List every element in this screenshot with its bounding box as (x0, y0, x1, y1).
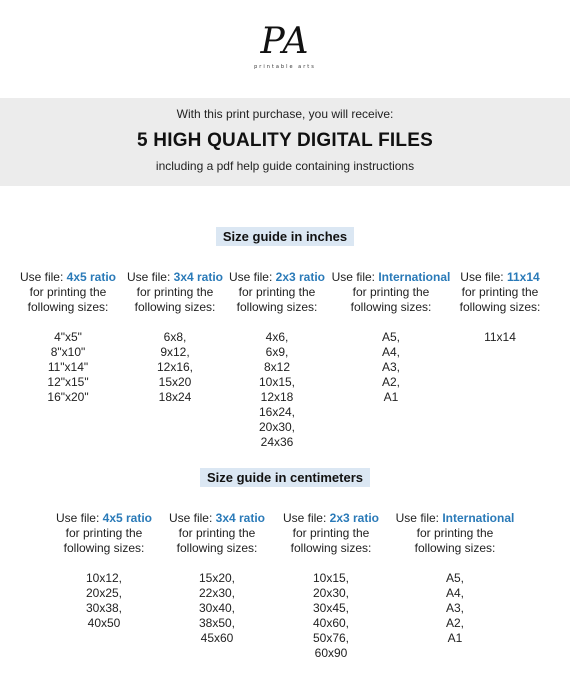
size-item: 24x36 (260, 435, 294, 449)
size-item: A4, (381, 345, 400, 359)
use-file-prefix: Use file: (282, 511, 330, 525)
instruction-line: following sizes: (63, 541, 145, 555)
size-item: 30x38, (85, 601, 123, 615)
file-name: 11x14 (506, 270, 540, 284)
instruction-line: following sizes: (176, 541, 258, 555)
size-item: 16x24, (258, 405, 296, 419)
size-item: 10x15, (258, 375, 296, 389)
info-banner (0, 98, 570, 186)
size-list (8, 330, 128, 405)
centimeters-title-label: Size guide in centimeters (200, 468, 370, 487)
use-file-label (395, 511, 515, 526)
instruction-line: for printing the (65, 526, 143, 540)
use-file-label (217, 270, 337, 285)
file-name: International (378, 270, 451, 284)
use-file-prefix: Use file: (395, 511, 443, 525)
instruction-line: following sizes: (459, 300, 541, 314)
size-item: 15x20, (198, 571, 236, 585)
file-name: 2x3 ratio (275, 270, 326, 284)
inches-column (440, 270, 560, 345)
size-item: 30x40, (198, 601, 236, 615)
centimeters-column (271, 511, 391, 661)
use-file-prefix: Use file: (55, 511, 103, 525)
instruction-line: following sizes: (236, 300, 318, 314)
instruction-line: following sizes: (290, 541, 372, 555)
inches-column (331, 270, 451, 405)
banner-title: 5 HIGH QUALITY DIGITAL FILES (137, 130, 433, 151)
size-item: 40x50 (87, 616, 121, 630)
size-item: A2, (445, 616, 464, 630)
size-item: 18x24 (158, 390, 192, 404)
use-file-label (271, 511, 391, 526)
size-item: A1 (383, 390, 399, 404)
instruction-line: for printing the (416, 526, 494, 540)
use-file-label (440, 270, 560, 285)
size-item: A5, (381, 330, 400, 344)
inches-column (8, 270, 128, 405)
size-item: A3, (381, 360, 400, 374)
file-name: 4x5 ratio (66, 270, 117, 284)
size-item: 4"x5" (54, 330, 82, 344)
size-item: 16"x20" (47, 390, 89, 404)
size-item: A1 (447, 631, 463, 645)
size-item: 50x76, (312, 631, 350, 645)
file-name: 4x5 ratio (102, 511, 153, 525)
size-list (395, 571, 515, 646)
centimeters-column (44, 511, 164, 631)
size-item: A4, (445, 586, 464, 600)
centimeters-column (395, 511, 515, 646)
banner-intro: With this print purchase, you will receive: (176, 107, 394, 121)
size-list (157, 571, 277, 646)
use-file-label (157, 511, 277, 526)
file-name: International (442, 511, 515, 525)
instruction-line: following sizes: (134, 300, 216, 314)
instruction-line: for printing the (352, 285, 430, 299)
size-item: A5, (445, 571, 464, 585)
size-item: 30x45, (312, 601, 350, 615)
size-item: 12x16, (156, 360, 194, 374)
size-item: 12"x15" (47, 375, 89, 389)
size-item: A2, (381, 375, 400, 389)
use-file-label (331, 270, 451, 285)
size-item: 40x60, (312, 616, 350, 630)
size-item: 11"x14" (47, 360, 89, 374)
banner-subtext: including a pdf help guide containing instructions (155, 159, 415, 173)
instruction-line: following sizes: (414, 541, 496, 555)
file-name: 3x4 ratio (215, 511, 266, 525)
size-item: A3, (445, 601, 464, 615)
logo-subtitle: printable arts (254, 64, 316, 70)
logo (0, 22, 570, 70)
size-list (217, 330, 337, 450)
size-item: 10x12, (85, 571, 123, 585)
size-item: 20x30, (258, 420, 296, 434)
size-item: 9x12, (160, 345, 190, 359)
size-item: 20x30, (312, 586, 350, 600)
size-item: 60x90 (314, 646, 348, 660)
file-name: 2x3 ratio (329, 511, 380, 525)
size-item: 12x18 (260, 390, 294, 404)
size-list (331, 330, 451, 405)
logo-mark: PA (260, 21, 310, 62)
instruction-line: for printing the (461, 285, 539, 299)
file-name: 3x4 ratio (173, 270, 224, 284)
centimeters-section-title (0, 468, 570, 487)
use-file-prefix: Use file: (126, 270, 174, 284)
size-item: 10x15, (312, 571, 350, 585)
size-item: 22x30, (198, 586, 236, 600)
centimeters-column (157, 511, 277, 646)
use-file-prefix: Use file: (168, 511, 216, 525)
size-item: 8x12 (263, 360, 291, 374)
size-list (440, 330, 560, 345)
instruction-line: for printing the (136, 285, 214, 299)
use-file-label (8, 270, 128, 285)
instruction-line: following sizes: (27, 300, 109, 314)
size-item: 15x20 (158, 375, 192, 389)
size-item: 11x14 (484, 330, 516, 344)
size-list (44, 571, 164, 631)
use-file-label (44, 511, 164, 526)
size-item: 20x25, (85, 586, 123, 600)
size-item: 6x9, (265, 345, 289, 359)
instruction-line: for printing the (29, 285, 107, 299)
size-item: 8"x10" (50, 345, 86, 359)
inches-section-title (0, 227, 570, 246)
use-file-prefix: Use file: (19, 270, 67, 284)
use-file-prefix: Use file: (331, 270, 379, 284)
instruction-line: for printing the (292, 526, 370, 540)
instruction-line: for printing the (238, 285, 316, 299)
use-file-prefix: Use file: (228, 270, 276, 284)
size-item: 38x50, (198, 616, 236, 630)
use-file-prefix: Use file: (460, 270, 507, 284)
size-item: 4x6, (265, 330, 289, 344)
size-item: 45x60 (200, 631, 234, 645)
size-item: 6x8, (163, 330, 187, 344)
inches-title-label: Size guide in inches (216, 227, 354, 246)
instruction-line: following sizes: (350, 300, 432, 314)
instruction-line: for printing the (178, 526, 256, 540)
size-list (271, 571, 391, 661)
inches-column (217, 270, 337, 450)
